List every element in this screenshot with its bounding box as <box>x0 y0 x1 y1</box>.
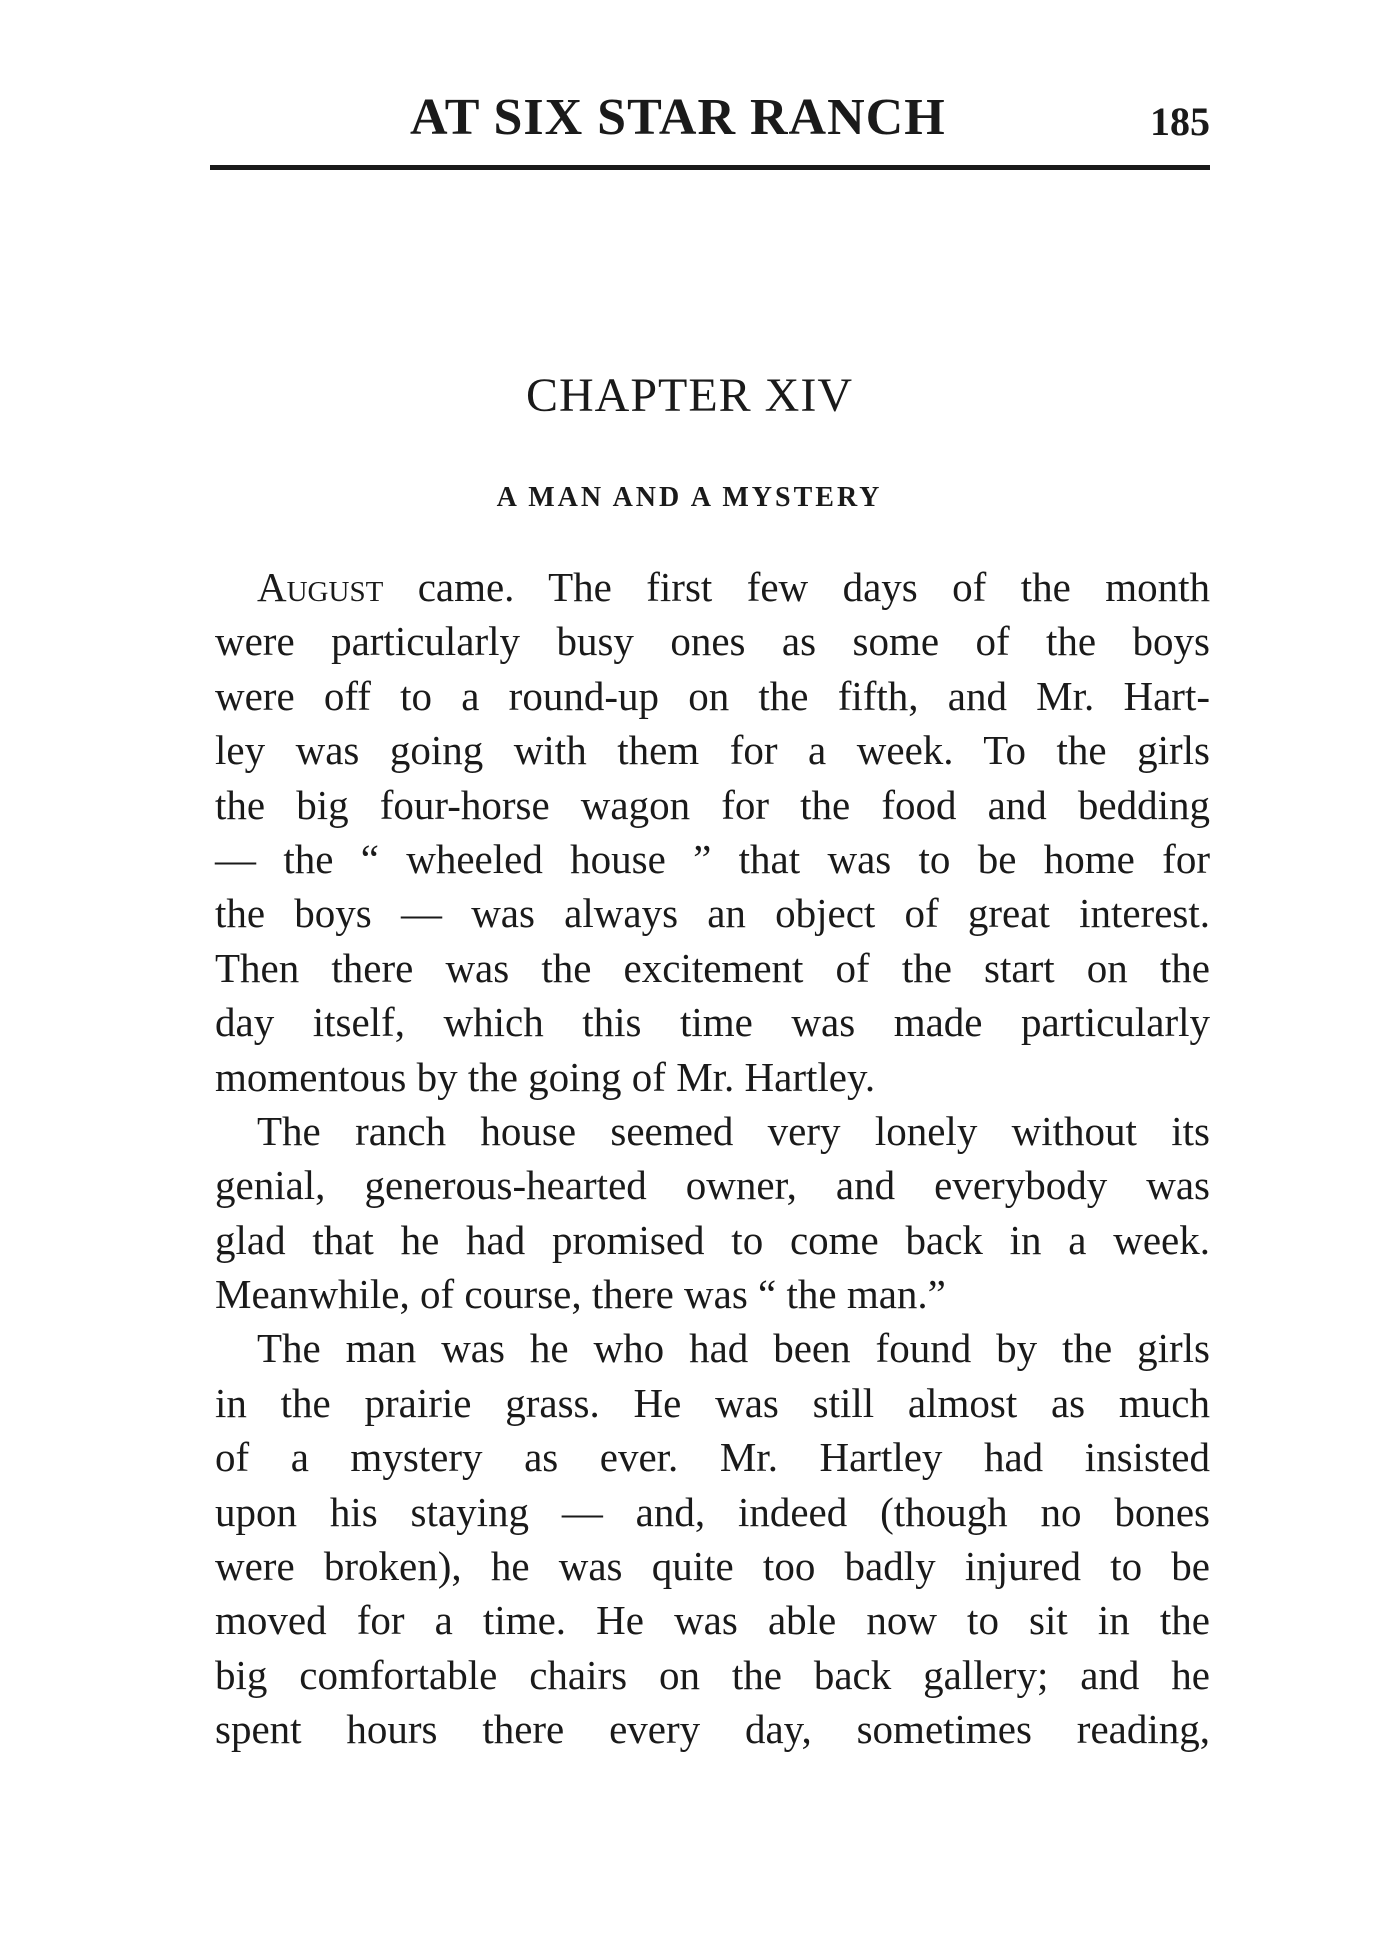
chapter-title: A MAN AND A MYSTERY <box>496 482 883 513</box>
text-line: August came. The first few days of the month <box>257 564 1210 610</box>
page-number: 185 <box>1150 99 1210 144</box>
text-line: genial, generous-hearted owner, and everybody was <box>215 1162 1210 1209</box>
text-line: big comfortable chairs on the back gallery; and he <box>215 1651 1210 1698</box>
text-line: The ranch house seemed very lonely without its <box>257 1107 1210 1154</box>
text-line: upon his staying — and, indeed (though no bones <box>215 1488 1210 1535</box>
text-line: momentous by the going of Mr. Hartley. <box>215 1053 876 1100</box>
text-line: the boys — was always an object of great interest. <box>215 890 1210 937</box>
text-line: glad that he had promised to come back in a week. <box>215 1216 1210 1263</box>
text-line: of a mystery as ever. Mr. Hartley had insisted <box>215 1434 1210 1481</box>
text-line: were particularly busy ones as some of the boys <box>215 618 1210 665</box>
body-text <box>215 560 1210 1757</box>
text-line: — the “ wheeled house ” that was to be home for <box>215 835 1210 882</box>
running-title: AT SIX STAR RANCH <box>410 89 946 146</box>
text-line: ley was going with them for a week. To the girls <box>215 727 1210 774</box>
header-rule <box>210 165 1210 170</box>
drop-word: August <box>257 564 384 610</box>
text-line: Then there was the excitement of the start on the <box>215 944 1210 991</box>
text-line: Meanwhile, of course, there was “ the man.” <box>215 1271 946 1318</box>
chapter-number: CHAPTER XIV <box>525 369 853 422</box>
text-line: spent hours there every day, sometimes reading, <box>215 1706 1210 1753</box>
text-line: the big four-horse wagon for the food and bedding <box>215 781 1210 828</box>
text-line: day itself, which this time was made particularly <box>215 999 1210 1046</box>
running-header <box>210 88 1210 158</box>
text-line: moved for a time. He was able now to sit in the <box>215 1597 1210 1644</box>
text-line: in the prairie grass. He was still almost as much <box>215 1379 1210 1426</box>
text-line: were broken), he was quite too badly injured to be <box>215 1543 1210 1590</box>
text-line: were off to a round-up on the fifth, and Mr. Hart- <box>215 672 1210 719</box>
text-line: The man was he who had been found by the girls <box>257 1325 1210 1372</box>
